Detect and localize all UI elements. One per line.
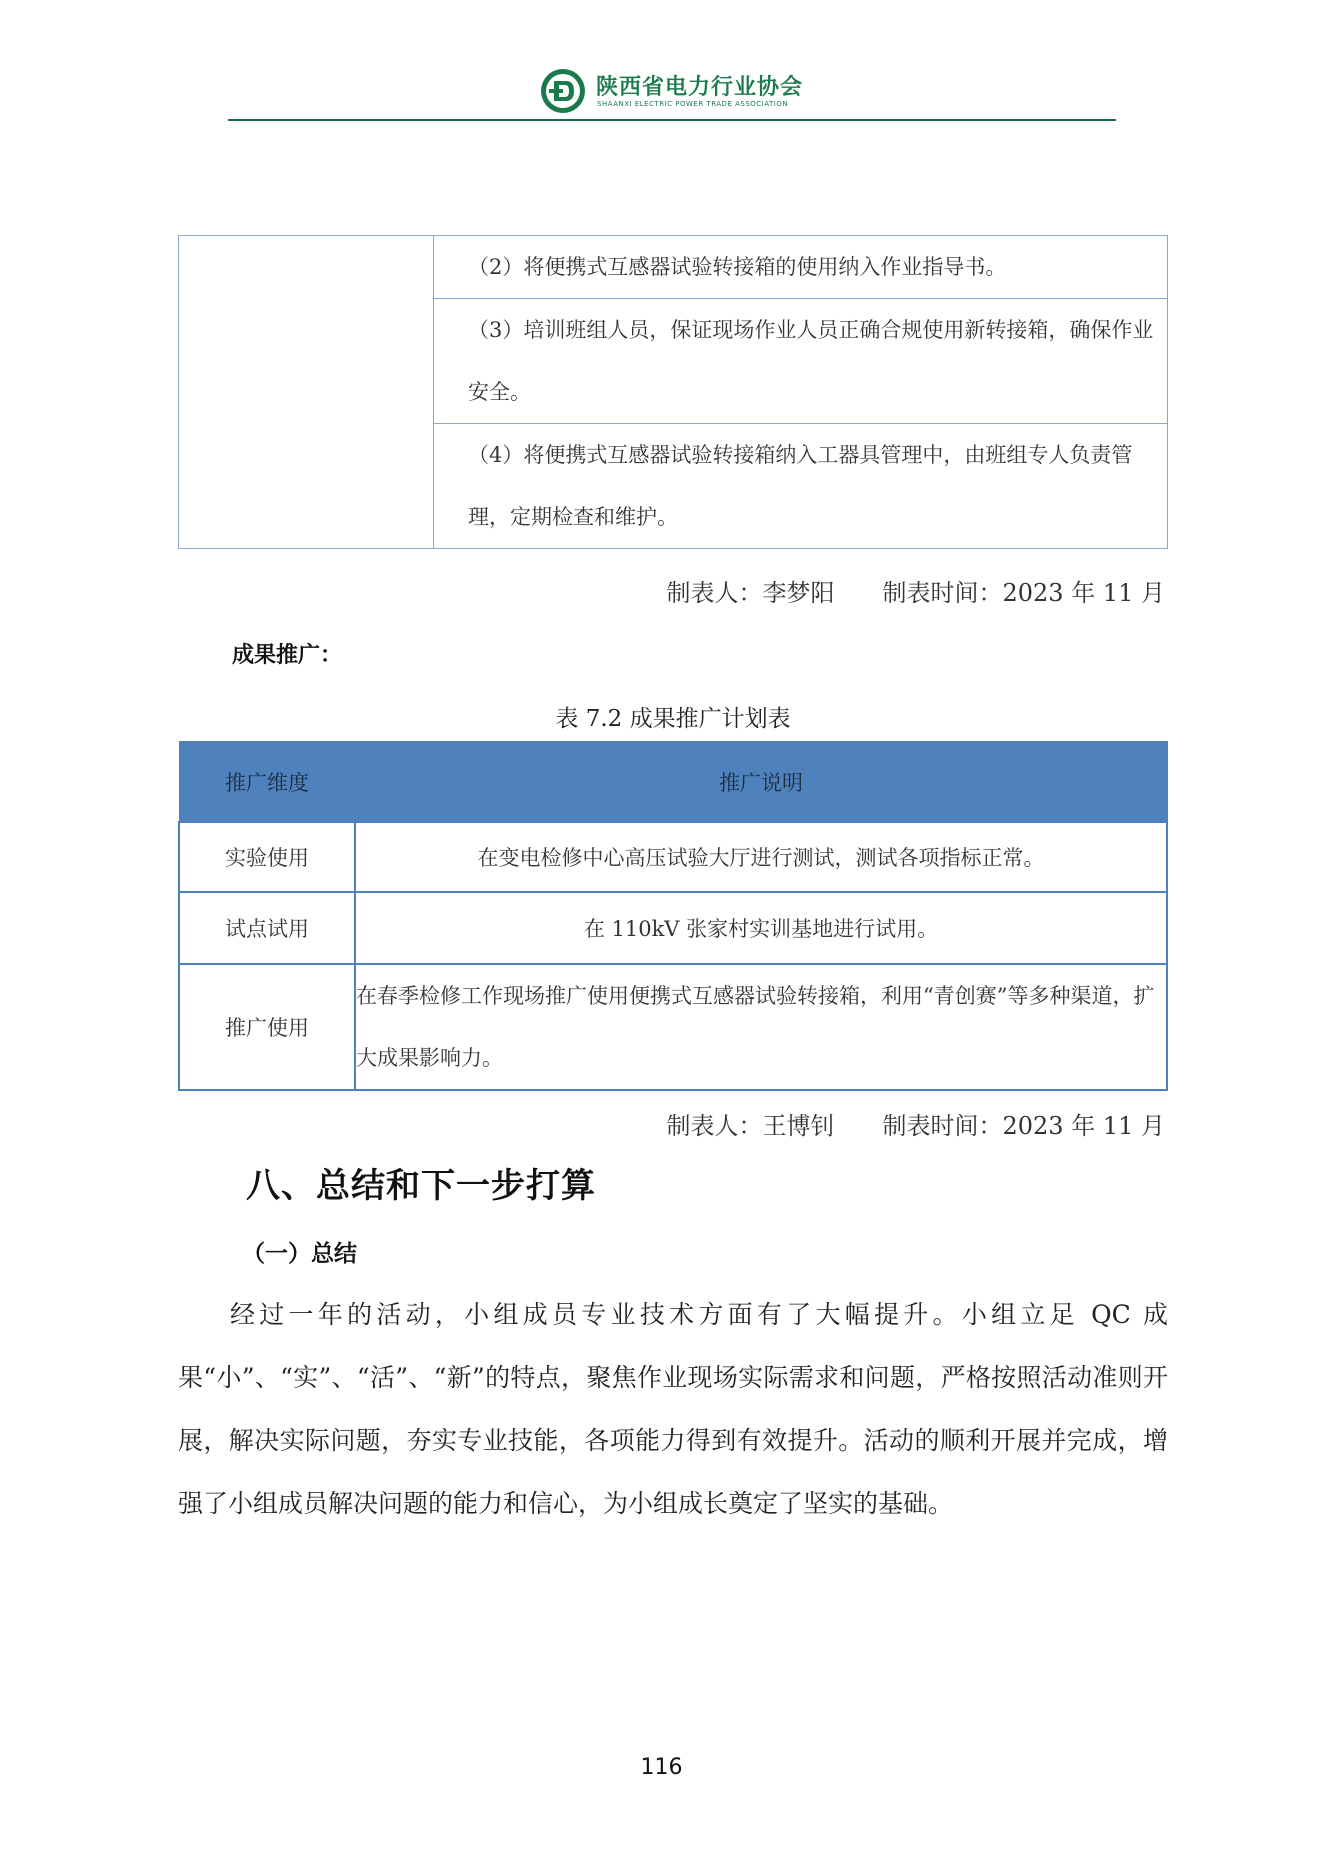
promotion-dimension-cell: 实验使用 xyxy=(179,822,355,892)
logo-org-name-en: SHAANXI ELECTRIC POWER TRADE ASSOCIATION xyxy=(597,100,789,108)
page-number: 116 xyxy=(640,1755,683,1780)
table-row xyxy=(179,892,1167,964)
measures-row xyxy=(434,424,1168,549)
measures-table xyxy=(178,235,1168,549)
measures-table-label-cell xyxy=(179,236,434,549)
page-header xyxy=(0,0,1323,125)
promotion-description-cell: 在春季检修工作现场推广使用便携式互感器试验转接箱，利用“青创赛”等多种渠道，扩大成果影响力。 xyxy=(355,964,1167,1090)
promotion-dimension-cell: 试点试用 xyxy=(179,892,355,964)
measures-row-text: （4）将便携式互感器试验转接箱纳入工器具管理中，由班组专人负责管理，定期检查和维护。 xyxy=(468,443,1133,529)
logo-emblem-icon xyxy=(540,68,586,114)
section-subtitle: （一）总结 xyxy=(242,1241,357,1267)
promotion-heading: 成果推广： xyxy=(232,643,343,668)
measures-row-text: （2）将便携式互感器试验转接箱的使用纳入作业指导书。 xyxy=(468,255,1007,279)
promotion-description-cell: 在 110kV 张家村实训基地进行试用。 xyxy=(355,892,1167,964)
logo-org-name: 陕西省电力行业协会 xyxy=(596,75,804,100)
measures-row xyxy=(434,299,1168,424)
measures-table-signature: 制表人：李梦阳 制表时间：2023 年 11 月 xyxy=(666,579,1165,607)
table-row xyxy=(179,822,1167,892)
promotion-description-cell: 在变电检修中心高压试验大厅进行测试，测试各项指标正常。 xyxy=(355,822,1167,892)
promotion-table xyxy=(178,741,1168,1091)
header-divider xyxy=(228,119,1116,121)
promotion-table-caption: 表 7.2 成果推广计划表 xyxy=(555,706,791,732)
summary-paragraph: 经过一年的活动，小组成员专业技术方面有了大幅提升。小组立足 QC 成果“小”、“实”、“活”、“新”的特点，聚焦作业现场实际需求和问题，严格按照活动准则开展，解决实际问题，夯实专业技能，各项能力得到有效提升。活动的顺利开展并完成，增强了小组成员解决问题的能力和信心，为小组成长奠定了坚实的基础。 xyxy=(178,1300,1168,1518)
promotion-table-signature: 制表人：王博钊 制表时间：2023 年 11 月 xyxy=(666,1112,1165,1140)
measures-row-text: （3）培训班组人员，保证现场作业人员正确合规使用新转接箱，确保作业安全。 xyxy=(468,318,1154,404)
table-row xyxy=(179,964,1167,1090)
measures-row xyxy=(434,236,1168,299)
promotion-table-header-description: 推广说明 xyxy=(355,742,1167,823)
section-title: 八、总结和下一步打算 xyxy=(246,1166,596,1206)
promotion-table-header-dimension: 推广维度 xyxy=(179,742,355,823)
association-logo xyxy=(540,68,830,116)
promotion-dimension-cell: 推广使用 xyxy=(179,964,355,1090)
